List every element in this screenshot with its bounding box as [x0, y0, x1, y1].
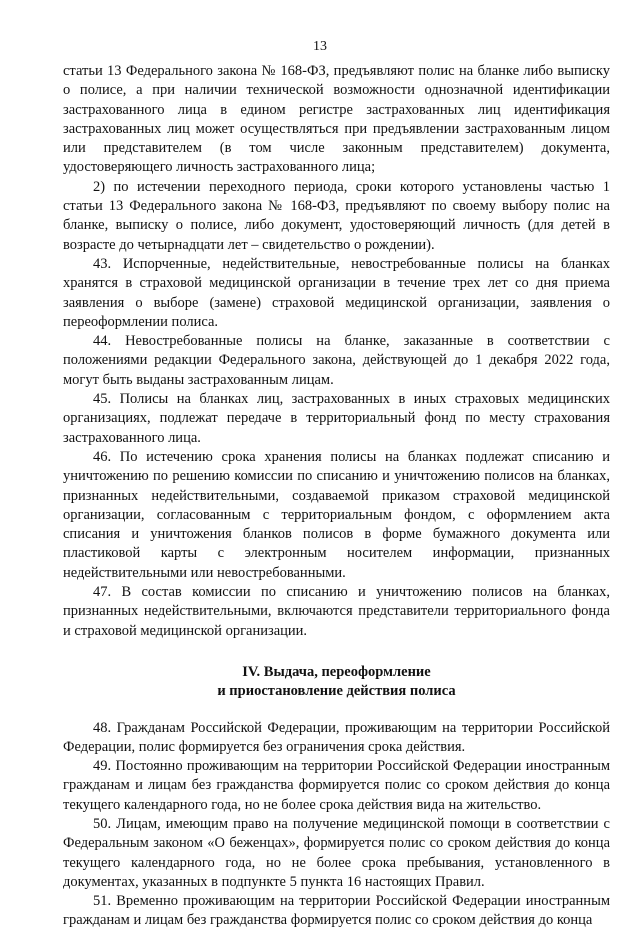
paragraph-49: 49. Постоянно проживающим на территории Российской Федерации иностранным гражданам и лицам без гражданства формируется полис со сроком действия до конца текущего календарного года, но не более срока действия вида на жительство. [63, 758, 610, 813]
section-heading-line-1: IV. Выдача, переоформление [242, 663, 431, 680]
section-heading [63, 663, 610, 702]
section-heading-line-2: и приостановление действия полиса [217, 683, 456, 700]
page-number: 13 [313, 39, 327, 54]
paragraph-46: 46. По истечению срока хранения полисы на бланках подлежат списанию и уничтожению по решению комиссии по списанию и уничтожению полисов на бланках, признанных недействительными, создаваемой приказом страховой медицинской организации, согласованным с территориальным фондом, с оформлением акта списания и уничтожения бланков полисов в форме бумажного документа или пластиковой карты с электронным носителем информации, признанных недействительными или невостребованными. [63, 448, 610, 581]
paragraph-48: 48. Гражданам Российской Федерации, проживающим на территории Российской Федерации, полис формируется без ограничения срока действия. [63, 719, 610, 755]
paragraph-47: 47. В состав комиссии по списанию и уничтожению полисов на бланках, признанных недействительными, включаются представители территориального фонда и страховой медицинской организации. [63, 584, 610, 639]
paragraph-50: 50. Лицам, имеющим право на получение медицинской помощи в соответствии с Федеральным законом «О беженцах», формируется полис со сроком действия до конца текущего календарного года, но не более срока пребывания, установленного в документах, указанных в подпункте 5 пункта 16 настоящих Правил. [63, 815, 610, 890]
document-body [63, 62, 610, 931]
paragraph-45: 45. Полисы на бланках лиц, застрахованных в иных страховых медицинских организациях, подлежат передаче в территориальный фонд по месту страхования застрахованного лица. [63, 391, 610, 446]
paragraph-continuation: статьи 13 Федерального закона № 168-ФЗ, предъявляют полис на бланке либо выписку о полисе, а при наличии технической возможности однозначной идентификации застрахованного лица в едином регистре застрахованных лиц идентификация застрахованных лиц может осуществляться при предъявлении застрахованным лицом или представителем (в том числе законным представителем) документа, удостоверяющего личность застрахованного лица; [63, 63, 610, 176]
paragraph-43: 43. Испорченные, недействительные, невостребованные полисы на бланках хранятся в страховой медицинской организации в течение трех лет со дня приема заявления о выборе (замене) страховой медицинской организации, заявления о переоформлении полиса. [63, 255, 610, 330]
paragraph-item-2: 2) по истечении переходного периода, сроки которого установлены частью 1 статьи 13 Федерального закона № 168-ФЗ, предъявляют по своему выбору полис на бланке, выписку о полисе, либо документ, удостоверяющий личность (для детей в возрасте до четырнадцати лет – свидетельство о рождении). [63, 178, 610, 253]
paragraph-44: 44. Невостребованные полисы на бланке, заказанные в соответствии с положениями редакции Федерального закона, действующей до 1 декабря 2022 года, могут быть выданы застрахованным лицам. [63, 333, 610, 388]
paragraph-51: 51. Временно проживающим на территории Российской Федерации иностранным гражданам и лицам без гражданства формируется полис со сроком действия до конца [63, 893, 610, 929]
